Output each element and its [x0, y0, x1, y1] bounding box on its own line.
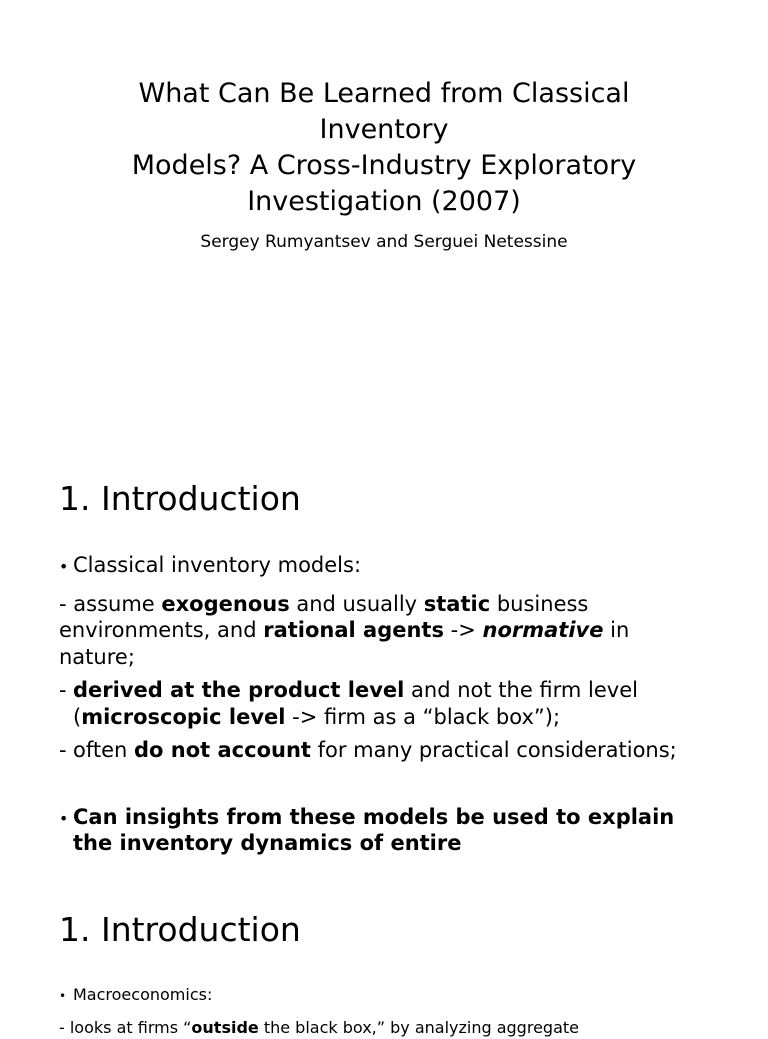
text-run: the black box,” by analyzing aggregate [258, 1018, 579, 1037]
bold-text: microscopic level [81, 704, 286, 729]
bold-text: rational agents [263, 618, 444, 642]
slide-heading: 1. Introduction [59, 479, 301, 518]
introduction-slide [0, 440, 768, 865]
bullet-text: Can insights from these models be used to explain the inventory dynamics of entire [73, 804, 675, 855]
dash-marker: - [59, 738, 67, 762]
body-paragraph [59, 591, 709, 671]
bold-text: derived at the product level [73, 678, 405, 702]
authors: Sergey Rumyantsev and Serguei Netessine [200, 232, 568, 252]
bullet-text: Macroeconomics: [73, 985, 213, 1004]
title-line: What Can Be Learned from Classical [138, 78, 630, 109]
bullet-text: Classical inventory models: [73, 553, 362, 577]
text-run: -> firm as a “black box”); [285, 704, 561, 729]
slide-heading: 1. Introduction [59, 910, 301, 949]
bullet-marker: • [59, 557, 69, 576]
text-run: for many practical considerations; [310, 738, 677, 762]
dash-marker: - [59, 678, 67, 702]
title-slide [0, 0, 768, 430]
bullet-item [59, 804, 709, 857]
bold-text: do not account [134, 738, 311, 762]
title-line: Investigation (2007) [247, 186, 521, 217]
slide-body [59, 984, 709, 1039]
text-run: -> [443, 618, 483, 642]
body-paragraph [59, 1017, 709, 1039]
presentation-title [40, 76, 728, 220]
slide-body [59, 552, 709, 857]
bullet-marker: • [59, 808, 69, 828]
title-line: Models? A Cross-Industry Exploratory [131, 150, 637, 181]
text-run: often [73, 738, 135, 762]
title-line: Inventory [319, 114, 449, 145]
bold-text: outside [191, 1018, 259, 1037]
bold-text: static [423, 591, 491, 616]
text-run: - looks at firms “ [59, 1018, 192, 1037]
dash-item [59, 737, 709, 764]
bold-italic-text: normative [482, 618, 604, 642]
text-run: and not the firm level ( [73, 678, 638, 729]
text-run: in nature; [59, 618, 630, 669]
dash-item [59, 677, 709, 730]
dash-text [73, 677, 709, 730]
bold-text: exogenous [161, 591, 290, 616]
bullet-item [59, 984, 709, 1007]
bullet-item [59, 552, 709, 581]
text-run: business environments, and [59, 591, 589, 642]
text-run: and usually [289, 591, 424, 616]
dash-text [73, 737, 709, 764]
text-run: - assume [59, 591, 162, 616]
introduction-slide-2 [0, 872, 768, 1037]
bullet-marker: • [59, 989, 67, 1003]
